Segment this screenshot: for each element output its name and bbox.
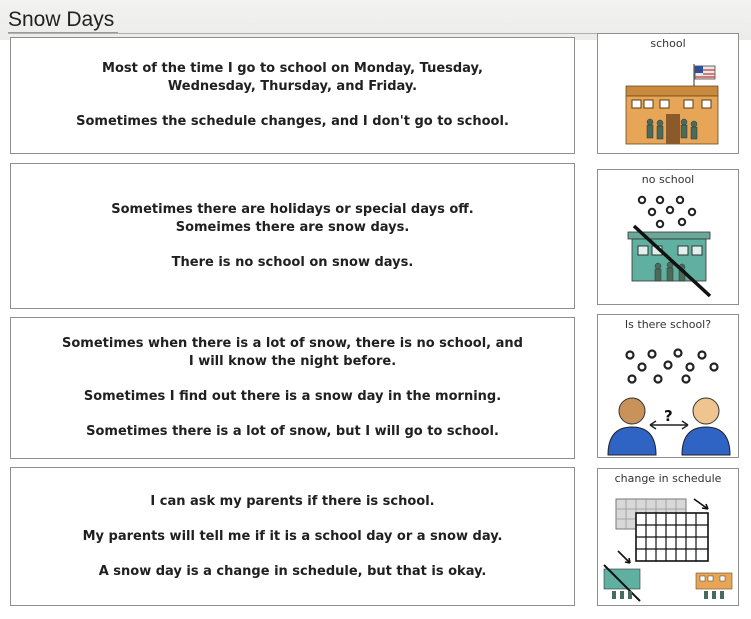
paragraph: Most of the time I go to school on Monday, Tuesday, Wednesday, Thursday, and Friday.	[102, 61, 483, 94]
icon-label: school	[650, 37, 686, 50]
paragraph: Sometimes the schedule changes, and I don't go to school.	[76, 114, 509, 129]
paragraph: Sometimes there is a lot of snow, but I will go to school.	[86, 424, 499, 439]
svg-text:?: ?	[664, 407, 673, 425]
no-school-icon	[598, 170, 739, 305]
paragraph: There is no school on snow days.	[171, 254, 414, 270]
school-building-icon	[598, 34, 739, 154]
icon-card-school	[597, 33, 739, 154]
paragraph: A snow day is a change in schedule, but that is okay.	[98, 563, 487, 579]
paragraph: Sometimes there are holidays or special days off. Someimes there are snow days.	[111, 201, 474, 235]
icon-card-no-school	[597, 169, 739, 305]
story-box-4	[10, 467, 575, 606]
page-title: Snow Days	[8, 8, 118, 33]
icon-card-change-in-schedule	[597, 468, 739, 606]
calendar-change-icon	[598, 469, 739, 606]
story-box-1	[10, 37, 575, 154]
paragraph: Sometimes when there is a lot of snow, there is no school, and I will know the night before.	[62, 336, 523, 369]
icon-card-is-there-school	[597, 314, 739, 458]
paragraph: I can ask my parents if there is school.	[150, 493, 435, 509]
icon-label: no school	[641, 173, 695, 186]
story-box-2	[10, 163, 575, 309]
story-box-3	[10, 317, 575, 459]
paragraph: My parents will tell me if it is a school day or a snow day.	[82, 528, 503, 544]
paragraph: Sometimes I find out there is a snow day in the morning.	[83, 389, 502, 404]
icon-label: change in schedule	[614, 472, 722, 485]
question-people-icon	[598, 315, 739, 458]
icon-label: Is there school?	[624, 318, 712, 331]
